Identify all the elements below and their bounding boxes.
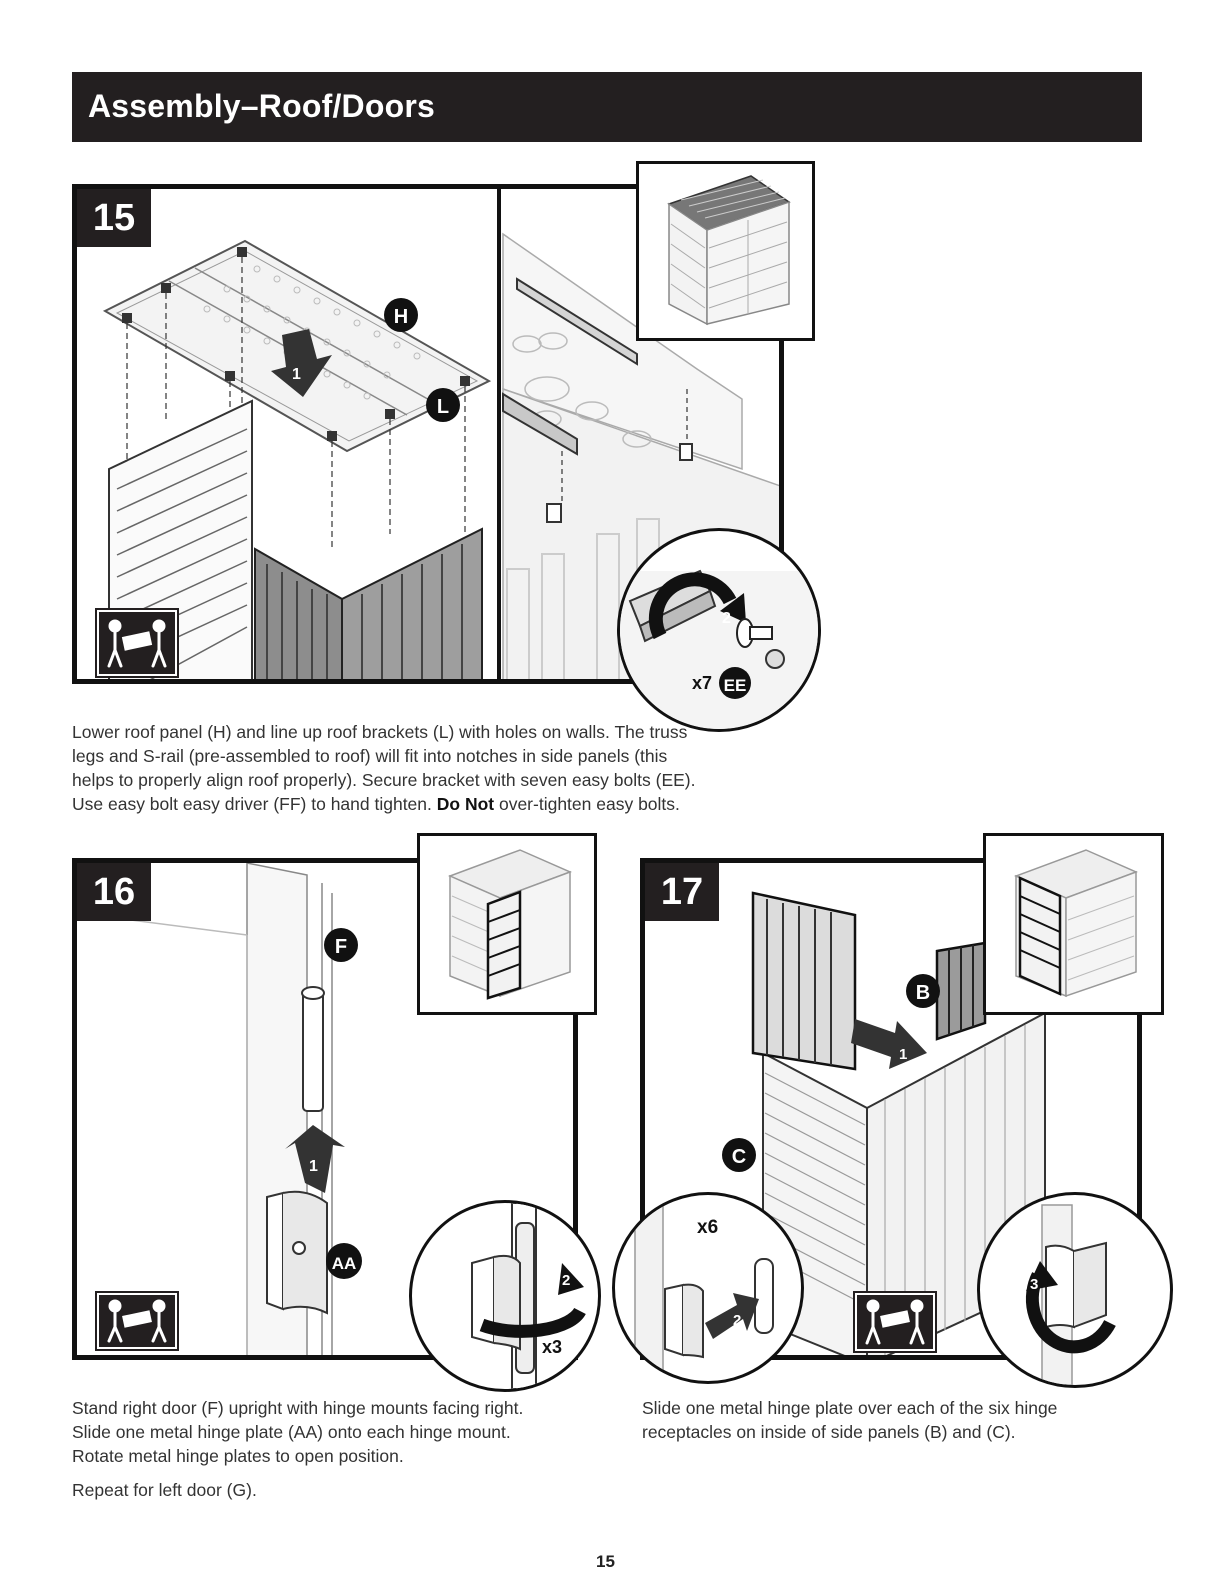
step-15-warning: Do Not	[436, 794, 495, 814]
step-17-shed-overview	[983, 833, 1164, 1015]
label-c: C	[731, 1146, 747, 1168]
label-l: L	[436, 396, 450, 418]
step-16-line-2: Slide one metal hinge plate (AA) onto each hinge mount.	[72, 1422, 511, 1442]
label-h-badge	[384, 298, 418, 332]
step16-arrow-2-label: 2	[562, 1272, 571, 1289]
shed-overview-icon	[639, 164, 815, 341]
two-person-lift-icon	[97, 610, 177, 676]
step-15-number: 15	[77, 189, 151, 247]
hinge-count-label: x3	[542, 1337, 563, 1357]
step-15-line-4-a: Use easy bolt easy driver (FF) to hand tighten.	[72, 794, 437, 814]
step-16-repeat: Repeat for left door (G).	[72, 1480, 257, 1500]
label-b: B	[915, 982, 931, 1004]
two-person-lift-icon	[855, 1293, 935, 1351]
page-number: 15	[596, 1552, 615, 1571]
step-16-hinge-callout	[409, 1200, 601, 1392]
step16-arrow-1-label: 1	[309, 1158, 318, 1175]
step-16-line-3: Rotate metal hinge plates to open position.	[72, 1446, 404, 1466]
step-17-slide-callout	[612, 1192, 804, 1384]
label-f: F	[334, 936, 348, 958]
step-15-line-2: legs and S-rail (pre-assembled to roof) will fit into notches in side panels (this	[72, 746, 668, 766]
receptacle-count-label: x6	[697, 1217, 719, 1238]
step-16-instructions	[72, 1396, 592, 1502]
step-15-line-3: helps to properly align roof properly). Secure bracket with seven easy bolts (EE).	[72, 770, 696, 790]
step-15-line-4-b: over-tighten easy bolts.	[494, 794, 680, 814]
step-17-line-2: receptacles on inside of side panels (B) and (C).	[642, 1422, 1016, 1442]
back-walls	[255, 529, 482, 684]
step-15-bolt-callout	[617, 528, 821, 732]
section-header	[72, 72, 1142, 142]
label-h: H	[393, 306, 409, 328]
step-17-rotate-callout	[977, 1192, 1173, 1388]
step17-arrow-1-label: 1	[899, 1046, 908, 1063]
step15-arrow-2-label: 2	[722, 610, 731, 627]
step-16-shed-overview	[417, 833, 597, 1015]
step-17-number: 17	[645, 863, 719, 921]
label-ee: EE	[723, 676, 747, 695]
step-17-instructions	[642, 1396, 1142, 1444]
step-16-line-1: Stand right door (F) upright with hinge mounts facing right.	[72, 1398, 524, 1418]
step-15-line-4	[72, 792, 792, 816]
bolt-count-label: x7	[692, 673, 713, 693]
shed-overview-icon	[986, 836, 1164, 1015]
step-16-number: 16	[77, 863, 151, 921]
step-15-line-1: Lower roof panel (H) and line up roof brackets (L) with holes on walls. The truss	[72, 722, 688, 742]
step17-arrow-3-label: 3	[1030, 1276, 1039, 1293]
step-15-shed-overview	[636, 161, 815, 341]
two-person-lift-icon	[97, 1293, 177, 1349]
shed-overview-icon	[420, 836, 597, 1015]
label-l-badge	[426, 388, 460, 422]
step-17-line-1: Slide one metal hinge plate over each of the six hinge	[642, 1398, 1058, 1418]
step-15-instructions	[72, 720, 792, 816]
hinge-plate-aa	[267, 1192, 327, 1313]
section-title: Assembly–Roof/Doors	[88, 88, 435, 124]
label-aa: AA	[331, 1254, 357, 1273]
step17-arrow-2-label: 2	[733, 1312, 742, 1329]
step15-arrow-1-label: 1	[292, 366, 301, 383]
